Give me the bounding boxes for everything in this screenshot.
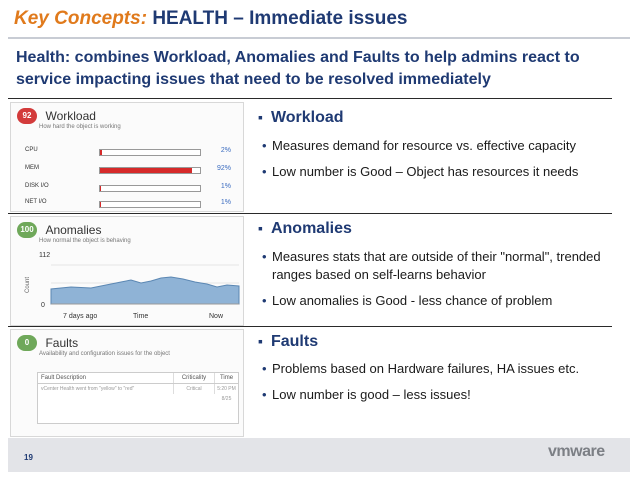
anomalies-panel bbox=[10, 216, 244, 326]
row-divider-top bbox=[8, 98, 612, 99]
title-text: HEALTH – Immediate issues bbox=[152, 8, 408, 29]
anomalies-panel-title: Anomalies bbox=[45, 222, 102, 237]
workload-score-badge: 92 bbox=[17, 108, 37, 124]
vmware-logo: vmware bbox=[548, 443, 605, 460]
row-divider-2 bbox=[8, 326, 612, 327]
faults-table bbox=[37, 372, 239, 424]
row-divider-1 bbox=[8, 213, 612, 214]
slide-subtitle: Health: combines Workload, Anomalies and Faults to help admins react to service impacting issues that need to be resolved immediately bbox=[16, 49, 580, 88]
metric-disk-io: DISK I/O 1% bbox=[25, 183, 231, 190]
y-axis-label: Count bbox=[25, 276, 31, 293]
net-io-bar bbox=[99, 201, 201, 208]
workload-panel-title: Workload bbox=[45, 108, 96, 123]
slide-title bbox=[14, 8, 408, 30]
metric-cpu: CPU 2% bbox=[25, 147, 231, 154]
y-max-label: 112 bbox=[39, 252, 51, 259]
footer-bar bbox=[8, 438, 630, 472]
workload-heading: ▪ Workload bbox=[258, 109, 344, 127]
x-label-end: Now bbox=[209, 313, 224, 320]
metric-mem: MEM 92% bbox=[25, 165, 231, 172]
table-row[interactable]: vCenter Health went from "yellow" to "red" Critical 5:20 PM 8/25 bbox=[38, 384, 238, 394]
anomalies-panel-subtitle: How normal the object is behaving bbox=[39, 238, 131, 244]
y-min-label: 0 bbox=[41, 302, 45, 309]
cpu-bar bbox=[99, 149, 201, 156]
workload-point-2: • Low number is Good – Object has resources it needs bbox=[262, 164, 579, 179]
workload-point-1: • Measures demand for resource vs. effective capacity bbox=[262, 138, 576, 153]
x-label-mid: Time bbox=[133, 313, 149, 320]
faults-panel-subtitle: Availability and configuration issues for the object bbox=[39, 351, 170, 357]
anomalies-point-1: • Measures stats that are outside of their "normal", trended ranges based on self-learns behavior bbox=[262, 249, 601, 282]
workload-panel-subtitle: How hard the object is working bbox=[39, 124, 121, 130]
faults-point-2: • Low number is good – less issues! bbox=[262, 387, 471, 402]
title-divider bbox=[8, 37, 630, 39]
faults-point-1: • Problems based on Hardware failures, HA issues etc. bbox=[262, 361, 580, 376]
anomalies-chart bbox=[11, 247, 243, 325]
metric-net-io: NET I/O 1% bbox=[25, 199, 231, 206]
faults-heading: ▪ Faults bbox=[258, 333, 318, 351]
faults-panel-title: Faults bbox=[45, 335, 79, 350]
anomalies-point-2: • Low anomalies is Good - less chance of problem bbox=[262, 293, 553, 308]
anomalies-area bbox=[51, 277, 239, 304]
faults-score-badge: 0 bbox=[17, 335, 37, 351]
faults-panel bbox=[10, 329, 244, 437]
page-number: 19 bbox=[24, 453, 33, 462]
faults-table-header: Fault Description Criticality Time bbox=[38, 373, 238, 384]
x-label-start: 7 days ago bbox=[63, 313, 98, 320]
mem-bar bbox=[99, 167, 201, 174]
anomalies-heading: ▪ Anomalies bbox=[258, 220, 352, 238]
anomalies-score-badge: 100 bbox=[17, 222, 37, 238]
disk-io-bar bbox=[99, 185, 201, 192]
workload-panel bbox=[10, 102, 244, 212]
key-concepts-label: Key Concepts: bbox=[14, 8, 148, 29]
